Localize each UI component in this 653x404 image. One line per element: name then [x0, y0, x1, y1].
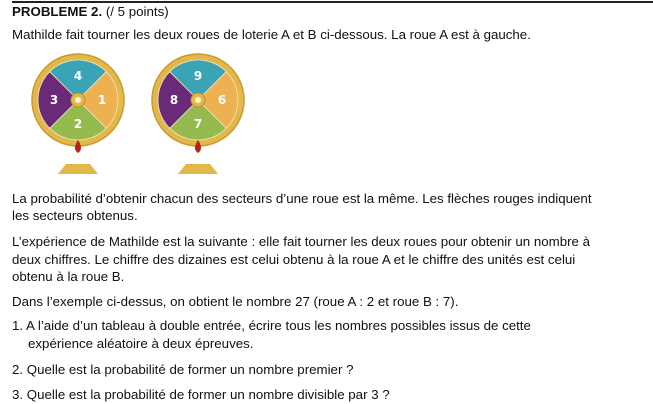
wheel-number-right: 6 [217, 93, 227, 107]
wheel-number-top: 4 [73, 69, 83, 83]
wheel-number-top: 9 [193, 69, 203, 83]
wheel-number-bottom: 2 [73, 117, 83, 131]
wheel-number-bottom: 7 [193, 117, 203, 131]
para2-line1: L’expérience de Mathilde est la suivante : elle fait tourner les deux roues pour obtenir un nombre à [12, 234, 591, 249]
question-2: 2. Quelle est la probabilité de former un nombre premier ? [12, 362, 354, 377]
wheel-number-right: 1 [97, 93, 107, 107]
para1-line1: La probabilité d’obtenir chacun des secteurs d’une roue est la même. Les flèches rouges indiquent [12, 191, 592, 206]
intro-text: Mathilde fait tourner les deux roues de loterie A et B ci-dessous. La roue A est à gauche. [12, 27, 531, 42]
wheel-a [28, 52, 132, 176]
para2-line2: deux chiffres. Le chiffre des dizaines est celui obtenu à la roue A et le chiffre des unités est celui [12, 252, 576, 267]
wheel-stand [178, 164, 218, 174]
wheel-stand [58, 164, 98, 174]
wheel-hub-center [75, 97, 81, 103]
question-3: 3. Quelle est la probabilité de former un nombre divisible par 3 ? [12, 387, 390, 402]
problem-heading: PROBLEME 2. (/ 5 points) [12, 4, 169, 19]
wheel-hub-center [195, 97, 201, 103]
para1-line2: les secteurs obtenus. [12, 208, 138, 223]
para2-line3: obtenu à la roue B. [12, 269, 125, 284]
wheel-b [148, 52, 252, 176]
question-1-cont: expérience aléatoire à deux épreuves. [28, 336, 254, 351]
question-1: 1. A l’aide d’un tableau à double entrée, écrire tous les nombres possibles issus de cette [12, 318, 531, 333]
example-text: Dans l’exemple ci-dessus, on obtient le nombre 27 (roue A : 2 et roue B : 7). [12, 294, 459, 309]
wheel-number-left: 8 [169, 93, 179, 107]
wheel-number-left: 3 [49, 93, 59, 107]
